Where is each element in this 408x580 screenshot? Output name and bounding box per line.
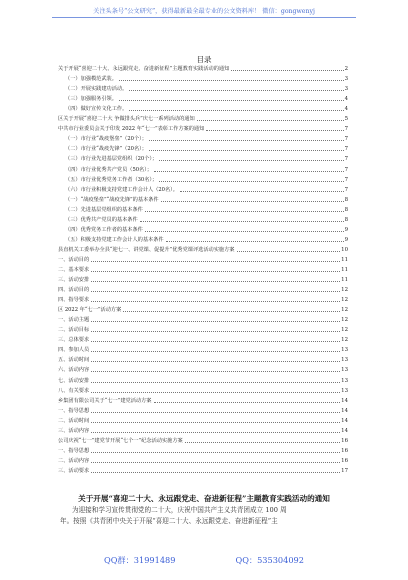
toc-page-number: 16: [341, 457, 348, 464]
toc-page-number: 3: [344, 86, 348, 93]
toc-leader-dots: [91, 432, 340, 433]
toc-leader-dots: [161, 201, 344, 202]
toc-entry-text: 六、活动内容: [58, 367, 90, 374]
toc-title: 目录: [196, 55, 212, 64]
toc-entry[interactable]: [58, 456, 348, 466]
toc-entry[interactable]: [58, 74, 348, 84]
toc-page-number: 11: [341, 277, 348, 284]
toc-entry-text: 一、指导思想: [58, 447, 90, 454]
toc-entry[interactable]: [58, 154, 348, 164]
toc-entry[interactable]: [58, 396, 348, 406]
toc-page-number: 11: [341, 256, 348, 263]
toc-entry[interactable]: [58, 255, 348, 265]
toc-entry-text: 一、指导思想: [58, 407, 90, 414]
toc-page-number: 7: [344, 136, 348, 143]
toc-entry-text: （六）市行业积极支持党建工作会计人（20名）。: [65, 186, 178, 193]
toc-entry[interactable]: [58, 114, 348, 124]
toc-leader-dots: [91, 321, 340, 322]
toc-page-number: 8: [344, 206, 348, 213]
toc-entry-text: 四、活动目的: [58, 287, 90, 294]
header-banner: 关注头条号“公文研究”，获得最新最全最专业的公文资料库！ 微信：gongwenyj: [52, 6, 356, 18]
toc-leader-dots: [91, 361, 340, 362]
toc-page-number: 7: [344, 176, 348, 183]
toc-entry[interactable]: [58, 245, 348, 255]
toc-page-number: 10: [341, 246, 348, 253]
toc-entry-text: （三）市行业先进基层党组织（20个）；: [65, 156, 158, 163]
toc-entry-text: 区 2022 年“七一”活动方案: [58, 307, 122, 314]
toc-entry[interactable]: [58, 365, 348, 375]
toc-entry-text: 县直机关工委举办全县“迎七一、讲党课、促提升”优秀党课评选活动实施方案: [58, 246, 235, 253]
toc-leader-dots: [91, 392, 340, 393]
toc-entry-text: （一）加强模范武装。: [65, 76, 117, 83]
toc-leader-dots: [166, 241, 344, 242]
toc-entry-text: 关于开展“喜迎二十大、永远跟党走、奋进新征程”主题教育实践活动的通知: [58, 66, 230, 73]
toc-entry[interactable]: [58, 355, 348, 365]
toc-entry-text: 区关于开展“喜迎二十大 争做排头兵”庆七一系列活动的通知: [58, 116, 195, 123]
document-title: 关于开展“喜迎二十大、永远跟党走、奋进新征程”主题教育实践活动的通知: [78, 494, 330, 503]
toc-page-number: 8: [344, 196, 348, 203]
toc-leader-dots: [185, 442, 340, 443]
toc-entry[interactable]: [58, 225, 348, 235]
toc-entry-text: 五、活动时间: [58, 357, 90, 364]
toc-entry[interactable]: [58, 426, 348, 436]
toc-entry-text: 一、活动主题: [58, 317, 90, 324]
toc-page-number: 12: [341, 297, 348, 304]
toc-entry[interactable]: [58, 124, 348, 134]
toc-page-number: 12: [341, 327, 348, 334]
toc-leader-dots: [129, 90, 343, 91]
toc-leader-dots: [180, 191, 344, 192]
toc-leader-dots: [237, 251, 341, 252]
toc-entry-text: 四、指导要求: [58, 297, 90, 304]
toc-page-number: 9: [344, 236, 348, 243]
toc-leader-dots: [91, 472, 340, 473]
toc-entry-text: （一）市行业“战疫堡垒”（20个）；: [65, 136, 147, 143]
toc-entry-text: 三、活动内容: [58, 427, 90, 434]
toc-entry[interactable]: [58, 375, 348, 385]
toc-leader-dots: [123, 311, 340, 312]
toc-entry[interactable]: [58, 275, 348, 285]
toc-page-number: 14: [341, 397, 348, 404]
toc-leader-dots: [159, 181, 343, 182]
toc-leader-dots: [145, 211, 344, 212]
toc-leader-dots: [140, 221, 344, 222]
toc-entry-text: （一）“战疫堡垒”“战疫先锋”的基本条件: [65, 196, 159, 203]
toc-leader-dots: [159, 160, 343, 161]
toc-leader-dots: [91, 341, 340, 342]
toc-entry[interactable]: [58, 84, 348, 94]
toc-entry[interactable]: [58, 134, 348, 144]
toc-leader-dots: [231, 70, 343, 71]
toc-entry-text: 三、活动要求: [58, 467, 90, 474]
toc-entry[interactable]: [58, 265, 348, 275]
toc-page-number: 13: [341, 377, 348, 384]
toc-entry[interactable]: [58, 185, 348, 195]
qq-contact: QQ：535304092: [235, 555, 304, 565]
toc-entry-text: （二）开展实践建功活动。: [65, 86, 128, 93]
toc-page-number: 4: [344, 106, 348, 113]
toc-entry[interactable]: [58, 285, 348, 295]
toc-entry-text: 三、总体要求: [58, 337, 90, 344]
toc-leader-dots: [91, 331, 340, 332]
toc-entry[interactable]: [58, 325, 348, 335]
toc-entry[interactable]: [58, 386, 348, 396]
toc-leader-dots: [119, 80, 344, 81]
toc-page-number: 12: [341, 317, 348, 324]
toc-leader-dots: [129, 110, 343, 111]
toc-entry-text: （二）市行业“战疫先锋”（20名）；: [65, 146, 147, 153]
table-of-contents: [58, 64, 348, 476]
toc-page-number: 7: [344, 126, 348, 133]
toc-entry-text: 中共市行业委员会关于印发 2022 年“七一”表彰工作方案的通知: [58, 126, 205, 133]
body-line: 年。按照《共青团中央关于开展“喜迎二十大、永远跟党走、奋进新征程”主: [60, 517, 278, 525]
toc-page-number: 12: [341, 287, 348, 294]
toc-page-number: 7: [344, 186, 348, 193]
toc-entry-text: （四）优秀党务工作者的基本条件: [65, 226, 143, 233]
toc-entry-text: （五）积极支持党建工作会计人的基本条件: [65, 236, 164, 243]
toc-entry[interactable]: [58, 64, 348, 74]
toc-entry[interactable]: [58, 104, 348, 114]
toc-leader-dots: [91, 271, 340, 272]
toc-entry[interactable]: [58, 446, 348, 456]
toc-entry[interactable]: [58, 315, 348, 325]
toc-page-number: 7: [344, 166, 348, 173]
toc-page-number: 13: [341, 347, 348, 354]
document-body: [60, 505, 350, 527]
toc-entry[interactable]: [58, 295, 348, 305]
toc-page-number: 13: [341, 357, 348, 364]
toc-entry-text: （四）市行业优秀共产党员（50名）；: [65, 166, 153, 173]
toc-entry-text: 公司庆祝“七一”建党节开展“七个一”纪念活动实施方案: [58, 437, 183, 444]
toc-entry-text: 二、基本要求: [58, 266, 90, 273]
toc-leader-dots: [197, 120, 344, 121]
toc-leader-dots: [91, 412, 340, 413]
toc-page-number: 8: [344, 216, 348, 223]
toc-entry-text: 一、活动目的: [58, 256, 90, 263]
toc-entry[interactable]: [58, 144, 348, 154]
toc-entry-text: 七、活动安排: [58, 377, 90, 384]
toc-page-number: 11: [341, 266, 348, 273]
toc-page-number: 3: [344, 76, 348, 83]
toc-entry-text: 二、活动时间: [58, 417, 90, 424]
toc-page-number: 13: [341, 367, 348, 374]
toc-entry-text: （五）市行业优秀党务工作者（30名）；: [65, 176, 158, 183]
toc-leader-dots: [145, 231, 344, 232]
toc-entry[interactable]: [58, 175, 348, 185]
toc-leader-dots: [154, 171, 344, 172]
toc-leader-dots: [206, 130, 343, 131]
toc-leader-dots: [91, 291, 340, 292]
toc-page-number: 2: [344, 66, 348, 73]
toc-leader-dots: [119, 100, 344, 101]
toc-page-number: 9: [344, 226, 348, 233]
qq-group-contact: QQ群：31991489: [104, 555, 176, 565]
toc-entry-text: （三）优秀共产党员的基本条件: [65, 216, 138, 223]
toc-page-number: 7: [344, 146, 348, 153]
toc-entry[interactable]: [58, 436, 348, 446]
toc-page-number: 13: [341, 387, 348, 394]
toc-page-number: 16: [341, 437, 348, 444]
toc-entry[interactable]: [58, 215, 348, 225]
body-line: 为迎接和学习宣传贯彻党的二十大，庆祝中国共产主义共青团成立 100 周: [72, 506, 287, 514]
toc-entry[interactable]: [58, 164, 348, 174]
toc-entry[interactable]: [58, 235, 348, 245]
toc-leader-dots: [91, 301, 340, 302]
footer: [0, 555, 408, 566]
toc-leader-dots: [91, 351, 340, 352]
toc-entry[interactable]: [58, 406, 348, 416]
toc-leader-dots: [91, 462, 340, 463]
toc-entry-text: 四、参加人员: [58, 347, 90, 354]
toc-page-number: 17: [341, 467, 348, 474]
toc-entry[interactable]: [58, 94, 348, 104]
toc-entry-text: （四）做好宣传文化工作。: [65, 106, 128, 113]
toc-entry[interactable]: [58, 345, 348, 355]
toc-page-number: 12: [341, 337, 348, 344]
toc-entry[interactable]: [58, 205, 348, 215]
toc-entry[interactable]: [58, 466, 348, 476]
toc-leader-dots: [154, 402, 341, 403]
toc-leader-dots: [91, 382, 340, 383]
toc-entry-text: 二、活动内容: [58, 457, 90, 464]
toc-page-number: 14: [341, 407, 348, 414]
toc-entry-text: 八、有关要求: [58, 387, 90, 394]
toc-page-number: 14: [341, 427, 348, 434]
toc-entry-text: （二）先进基层党组织的基本条件: [65, 206, 143, 213]
toc-page-number: 14: [341, 417, 348, 424]
toc-leader-dots: [91, 452, 340, 453]
toc-page-number: 16: [341, 447, 348, 454]
toc-leader-dots: [91, 371, 340, 372]
toc-entry-text: 二、活动目标: [58, 327, 90, 334]
toc-page-number: 5: [344, 116, 348, 123]
toc-entry-text: （三）加强服务引领。: [65, 96, 117, 103]
toc-entry[interactable]: [58, 195, 348, 205]
toc-entry-text: 三、活动安排: [58, 277, 90, 284]
toc-leader-dots: [91, 422, 340, 423]
toc-leader-dots: [149, 140, 344, 141]
toc-leader-dots: [91, 261, 340, 262]
toc-entry[interactable]: [58, 335, 348, 345]
toc-page-number: 7: [344, 156, 348, 163]
toc-leader-dots: [91, 281, 340, 282]
toc-entry[interactable]: [58, 416, 348, 426]
toc-page-number: 12: [341, 307, 348, 314]
toc-page-number: 4: [344, 96, 348, 103]
toc-entry-text: 乡集团有限公司关于“七一”建党活动方案: [58, 397, 152, 404]
toc-entry[interactable]: [58, 305, 348, 315]
toc-leader-dots: [149, 150, 344, 151]
